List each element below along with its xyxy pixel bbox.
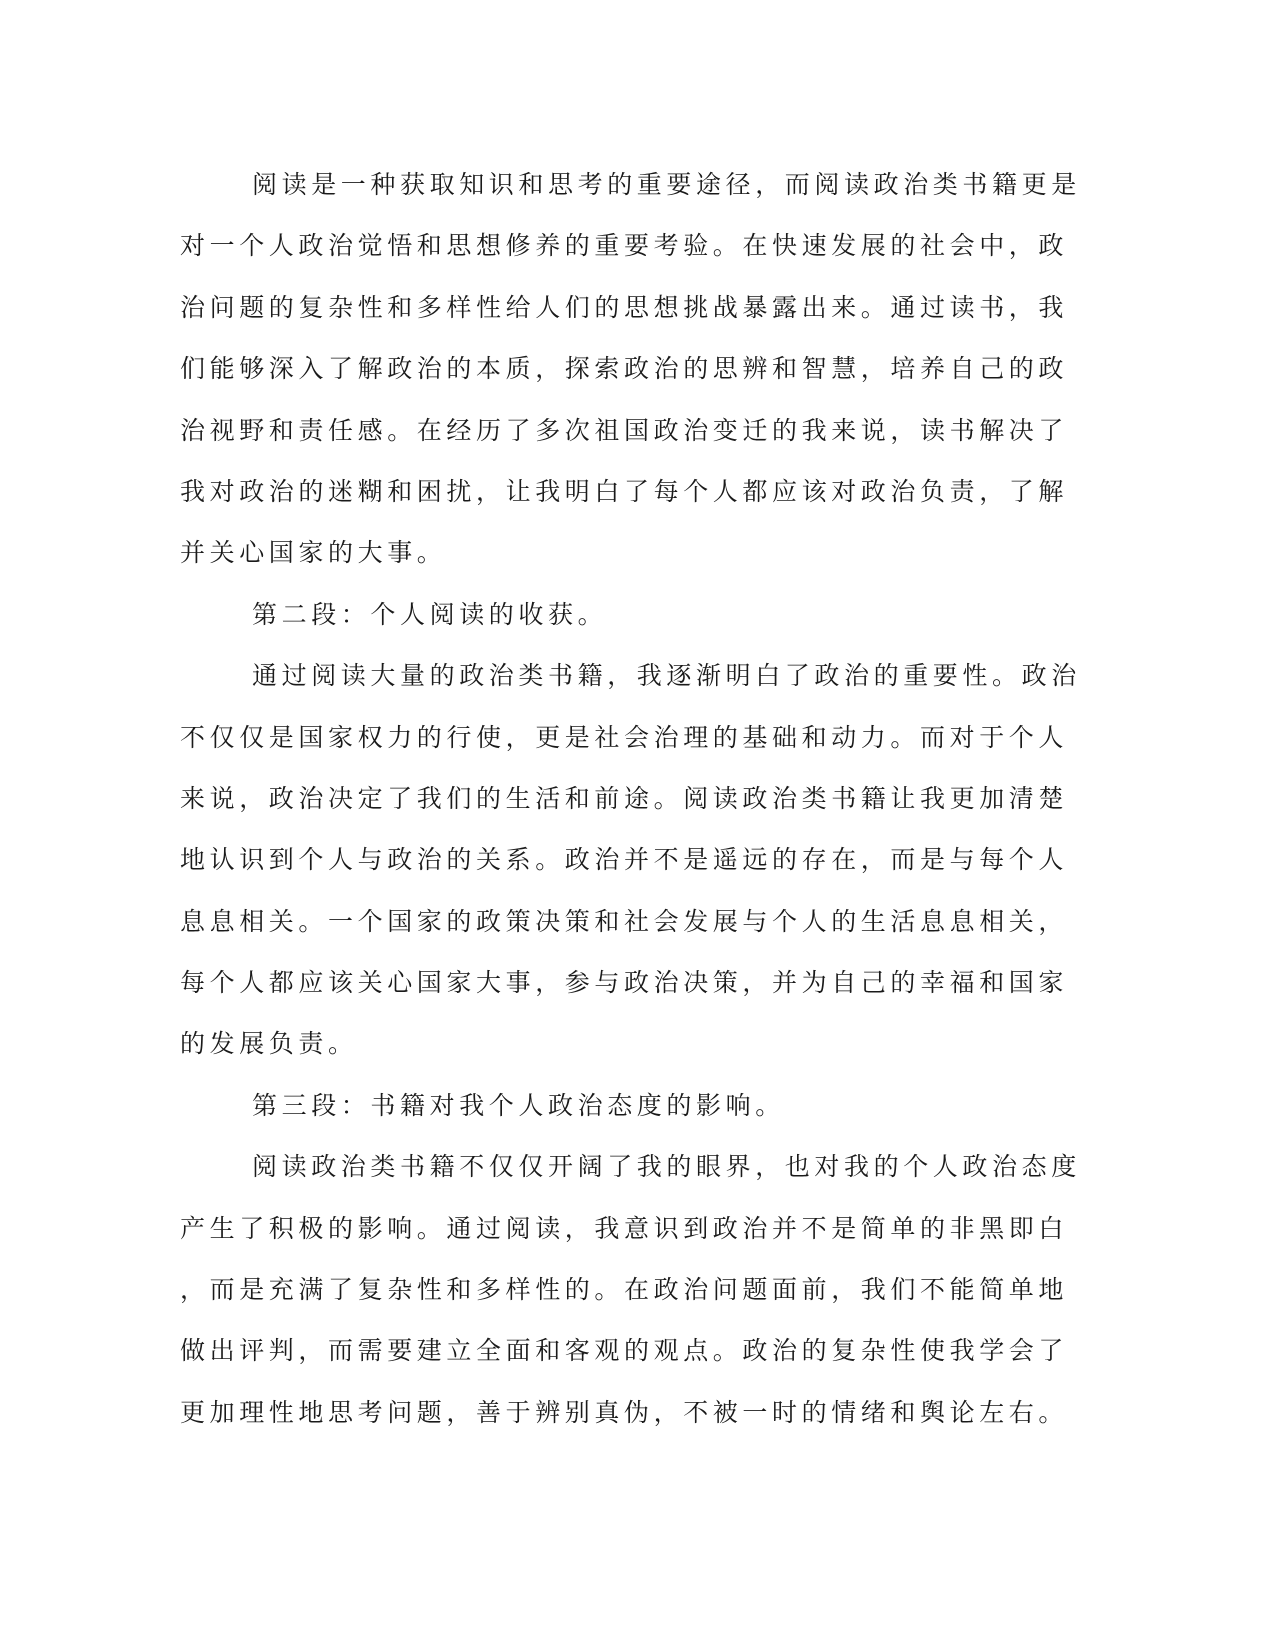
text-line: 的发展负责。 — [180, 1029, 358, 1059]
text-line: 做出评判，而需要建立全面和客观的观点。政治的复杂性使我学会了 — [180, 1336, 1069, 1366]
text-line: 息息相关。一个国家的政策决策和社会发展与个人的生活息息相关， — [180, 906, 1069, 936]
text-line: ，而是充满了复杂性和多样性的。在政治问题面前，我们不能简单地 — [180, 1275, 1069, 1305]
section-heading: 第二段：个人阅读的收获。 — [252, 599, 608, 629]
text-line: 阅读政治类书籍不仅仅开阔了我的眼界，也对我的个人政治态度 — [252, 1152, 1081, 1182]
text-line: 治视野和责任感。在经历了多次祖国政治变迁的我来说，读书解决了 — [180, 415, 1069, 445]
text-line: 每个人都应该关心国家大事，参与政治决策，并为自己的幸福和国家 — [180, 968, 1069, 998]
text-line: 我对政治的迷糊和困扰，让我明白了每个人都应该对政治负责，了解 — [180, 476, 1069, 506]
text-line: 并关心国家的大事。 — [180, 538, 447, 568]
text-line: 产生了积极的影响。通过阅读，我意识到政治并不是简单的非黑即白 — [180, 1213, 1069, 1243]
text-line: 通过阅读大量的政治类书籍，我逐渐明白了政治的重要性。政治 — [252, 661, 1081, 691]
text-line: 来说，政治决定了我们的生活和前途。阅读政治类书籍让我更加清楚 — [180, 783, 1069, 813]
document-body — [180, 154, 1081, 1443]
text-line: 地认识到个人与政治的关系。政治并不是遥远的存在，而是与每个人 — [180, 845, 1069, 875]
text-line: 更加理性地思考问题，善于辨别真伪，不被一时的情绪和舆论左右。 — [180, 1397, 1069, 1427]
section-heading: 第三段：书籍对我个人政治态度的影响。 — [252, 1090, 785, 1120]
text-line: 阅读是一种获取知识和思考的重要途径，而阅读政治类书籍更是 — [252, 170, 1081, 199]
text-line: 不仅仅是国家权力的行使，更是社会治理的基础和动力。而对于个人 — [180, 722, 1069, 752]
text-line: 治问题的复杂性和多样性给人们的思想挑战暴露出来。通过读书，我 — [180, 292, 1069, 322]
text-line: 们能够深入了解政治的本质，探索政治的思辨和智慧，培养自己的政 — [180, 354, 1069, 384]
text-line: 对一个人政治觉悟和思想修养的重要考验。在快速发展的社会中，政 — [180, 231, 1069, 261]
